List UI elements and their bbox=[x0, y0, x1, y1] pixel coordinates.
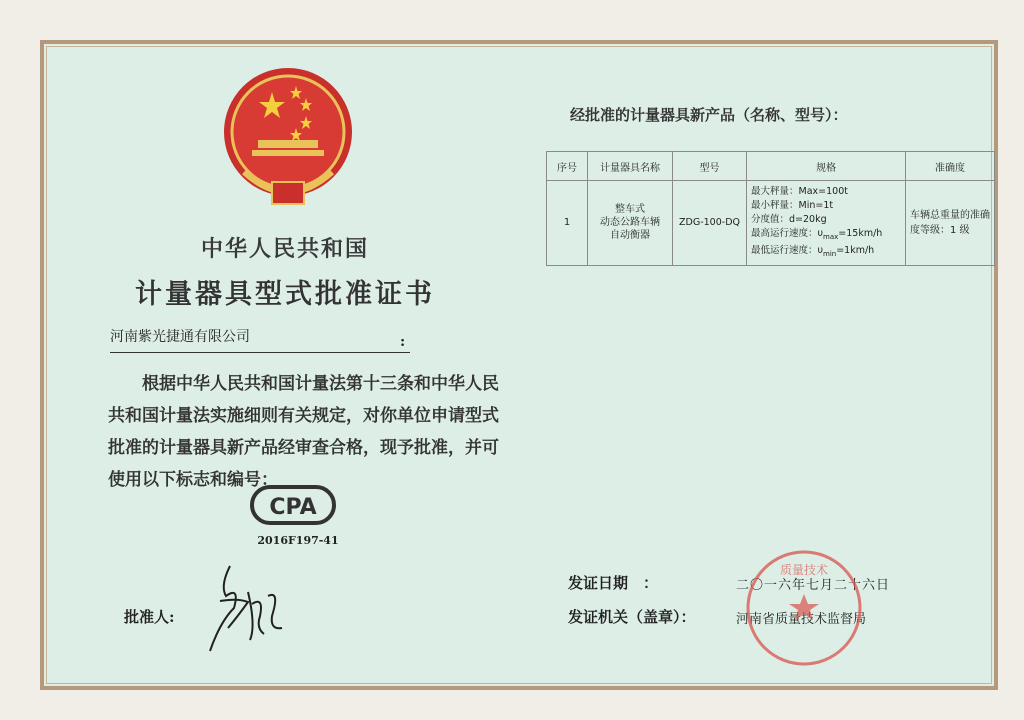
name-line-2: 动态公路车辆 bbox=[600, 217, 660, 229]
cpa-mark-icon bbox=[250, 485, 336, 525]
spec-min-speed: 最低运行速度：$\upsilon_{min}=1km/h$ bbox=[751, 244, 875, 258]
issue-date: 二〇一六年七月二十六日 bbox=[736, 578, 891, 593]
seal-text: 质量技术 bbox=[779, 563, 829, 577]
cell-accuracy: 车辆总重量的准确度等级：1 级 bbox=[906, 181, 995, 266]
name-line-1: 整车式 bbox=[615, 204, 645, 216]
header-no: 序号 bbox=[547, 152, 588, 181]
issue-date-label: 发证日期 ： bbox=[568, 574, 659, 592]
cell-spec bbox=[747, 181, 906, 266]
approver-label: 批准人: bbox=[124, 608, 175, 626]
cpa-mark-text: CPA bbox=[269, 495, 317, 520]
approval-number: 2016F197-41 bbox=[257, 534, 339, 547]
table-row bbox=[547, 181, 995, 266]
table-header-row bbox=[547, 152, 995, 181]
products-table bbox=[546, 151, 995, 266]
cell-model: ZDG-100-DQ bbox=[673, 181, 747, 266]
cell-name bbox=[588, 181, 673, 266]
official-seal-icon bbox=[744, 548, 864, 668]
spec-division: 分度值：d=20kg bbox=[751, 214, 827, 225]
spec-max-speed: 最高运行速度：$\upsilon_{max}=15km/h$ bbox=[751, 228, 883, 241]
products-section-title: 经批准的计量器具新产品（名称、型号）： bbox=[570, 106, 848, 124]
issuer-name: 河南省质量技术监督局 bbox=[736, 612, 867, 627]
header-model: 型号 bbox=[673, 152, 747, 181]
header-name: 计量器具名称 bbox=[588, 152, 673, 181]
signature-icon bbox=[190, 556, 300, 666]
company-name: 河南紫光捷通有限公司 bbox=[110, 326, 410, 353]
approval-body-text: 根据中华人民共和国计量法第十三条和中华人民共和国计量法实施细则有关规定，对你单位申请型式批准的计量器具新产品经审查合格，现予批准，并可使用以下标志和编号： bbox=[108, 374, 499, 490]
issuer-label: 发证机关（盖章）： bbox=[568, 608, 696, 626]
country-heading: 中华人民共和国 bbox=[200, 237, 369, 262]
spec-min: 最小秤量：Min=1t bbox=[751, 200, 834, 211]
certificate-title: 计量器具型式批准证书 bbox=[135, 279, 435, 310]
spec-max: 最大秤量：Max=100t bbox=[751, 186, 848, 197]
name-line-3: 自动衡器 bbox=[610, 230, 650, 242]
national-emblem-icon bbox=[212, 62, 364, 214]
header-accuracy: 准确度 bbox=[906, 152, 995, 181]
company-colon: : bbox=[400, 334, 406, 350]
header-spec: 规格 bbox=[747, 152, 906, 181]
cell-no: 1 bbox=[547, 181, 588, 266]
